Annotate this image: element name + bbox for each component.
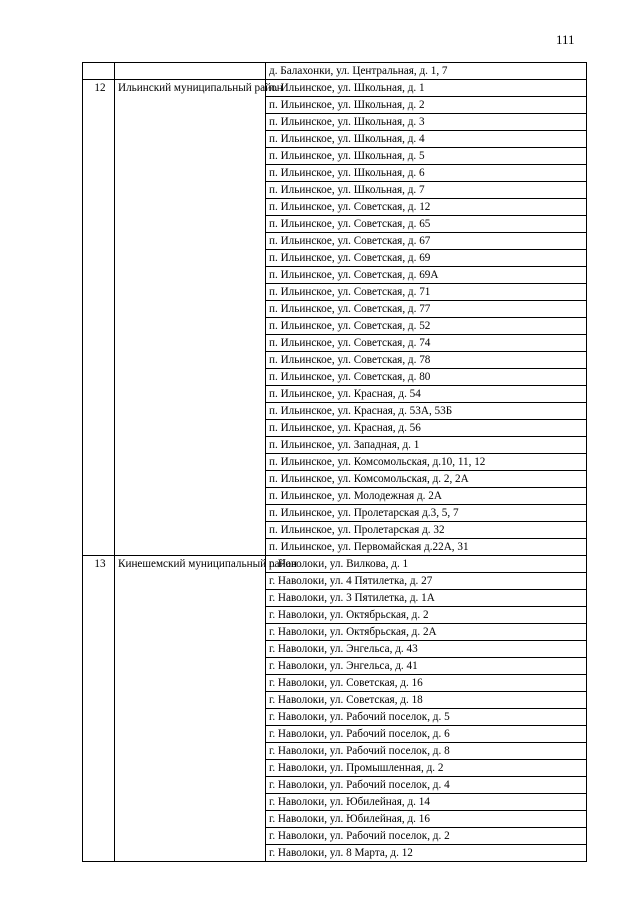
district-cell — [115, 63, 266, 80]
address-cell: п. Ильинское, ул. Красная, д. 56 — [266, 420, 587, 437]
address-cell: г. Наволоки, ул. Энгельса, д. 43 — [266, 641, 587, 658]
address-cell: г. Наволоки, ул. Рабочий поселок, д. 8 — [266, 743, 587, 760]
address-cell: п. Ильинское, ул. Советская, д. 74 — [266, 335, 587, 352]
address-cell: п. Ильинское, ул. Школьная, д. 1 — [266, 80, 587, 97]
address-cell: г. Наволоки, ул. Рабочий поселок, д. 4 — [266, 777, 587, 794]
page-number: 111 — [556, 32, 575, 47]
address-cell: г. Наволоки, ул. Рабочий поселок, д. 5 — [266, 709, 587, 726]
address-cell: г. Наволоки, ул. Советская, д. 16 — [266, 675, 587, 692]
address-cell: д. Балахонки, ул. Центральная, д. 1, 7 — [266, 63, 587, 80]
row-number-cell: 12 — [83, 80, 115, 556]
address-cell: г. Наволоки, ул. Энгельса, д. 41 — [266, 658, 587, 675]
address-cell: г. Наволоки, ул. Юбилейная, д. 16 — [266, 811, 587, 828]
address-cell: п. Ильинское, ул. Советская, д. 77 — [266, 301, 587, 318]
address-cell: п. Ильинское, ул. Пролетарская д. 32 — [266, 522, 587, 539]
address-cell: г. Наволоки, ул. Вилкова, д. 1 — [266, 556, 587, 573]
address-cell: п. Ильинское, ул. Комсомольская, д. 2, 2А — [266, 471, 587, 488]
table-row — [83, 80, 587, 97]
address-cell: п. Ильинское, ул. Советская, д. 12 — [266, 199, 587, 216]
address-cell: п. Ильинское, ул. Советская, д. 52 — [266, 318, 587, 335]
address-cell: п. Ильинское, ул. Советская, д. 65 — [266, 216, 587, 233]
address-cell: п. Ильинское, ул. Советская, д. 78 — [266, 352, 587, 369]
address-cell: п. Ильинское, ул. Западная, д. 1 — [266, 437, 587, 454]
address-cell: г. Наволоки, ул. Рабочий поселок, д. 6 — [266, 726, 587, 743]
address-cell: п. Ильинское, ул. Советская, д. 69 — [266, 250, 587, 267]
address-cell: п. Ильинское, ул. Пролетарская д.3, 5, 7 — [266, 505, 587, 522]
address-cell: п. Ильинское, ул. Школьная, д. 2 — [266, 97, 587, 114]
address-cell: г. Наволоки, ул. 3 Пятилетка, д. 1А — [266, 590, 587, 607]
address-cell: п. Ильинское, ул. Школьная, д. 7 — [266, 182, 587, 199]
address-cell: п. Ильинское, ул. Советская, д. 80 — [266, 369, 587, 386]
row-number-cell — [83, 63, 115, 80]
row-number-cell: 13 — [83, 556, 115, 862]
table-row — [83, 556, 587, 573]
district-cell: Ильинский муниципальный район — [115, 80, 266, 556]
address-cell: п. Ильинское, ул. Школьная, д. 6 — [266, 165, 587, 182]
address-cell: п. Ильинское, ул. Красная, д. 53А, 53Б — [266, 403, 587, 420]
address-table — [82, 62, 587, 862]
address-cell: п. Ильинское, ул. Советская, д. 67 — [266, 233, 587, 250]
address-cell: г. Наволоки, ул. Юбилейная, д. 14 — [266, 794, 587, 811]
address-cell: г. Наволоки, ул. Промышленная, д. 2 — [266, 760, 587, 777]
address-cell: п. Ильинское, ул. Советская, д. 69А — [266, 267, 587, 284]
address-cell: г. Наволоки, ул. Октябрьская, д. 2 — [266, 607, 587, 624]
address-cell: п. Ильинское, ул. Первомайская д.22А, 31 — [266, 539, 587, 556]
table-row — [83, 63, 587, 80]
address-cell: п. Ильинское, ул. Школьная, д. 3 — [266, 114, 587, 131]
district-cell: Кинешемский муниципальный район — [115, 556, 266, 862]
address-cell: п. Ильинское, ул. Школьная, д. 5 — [266, 148, 587, 165]
address-cell: п. Ильинское, ул. Советская, д. 71 — [266, 284, 587, 301]
address-cell: г. Наволоки, ул. Советская, д. 18 — [266, 692, 587, 709]
address-cell: г. Наволоки, ул. Октябрьская, д. 2А — [266, 624, 587, 641]
address-cell: п. Ильинское, ул. Молодежная д. 2А — [266, 488, 587, 505]
address-cell: г. Наволоки, ул. Рабочий поселок, д. 2 — [266, 828, 587, 845]
address-cell: п. Ильинское, ул. Школьная, д. 4 — [266, 131, 587, 148]
address-cell: г. Наволоки, ул. 4 Пятилетка, д. 27 — [266, 573, 587, 590]
address-cell: г. Наволоки, ул. 8 Марта, д. 12 — [266, 845, 587, 862]
address-cell: п. Ильинское, ул. Красная, д. 54 — [266, 386, 587, 403]
address-table-body — [83, 63, 587, 862]
address-cell: п. Ильинское, ул. Комсомольская, д.10, 11, 12 — [266, 454, 587, 471]
